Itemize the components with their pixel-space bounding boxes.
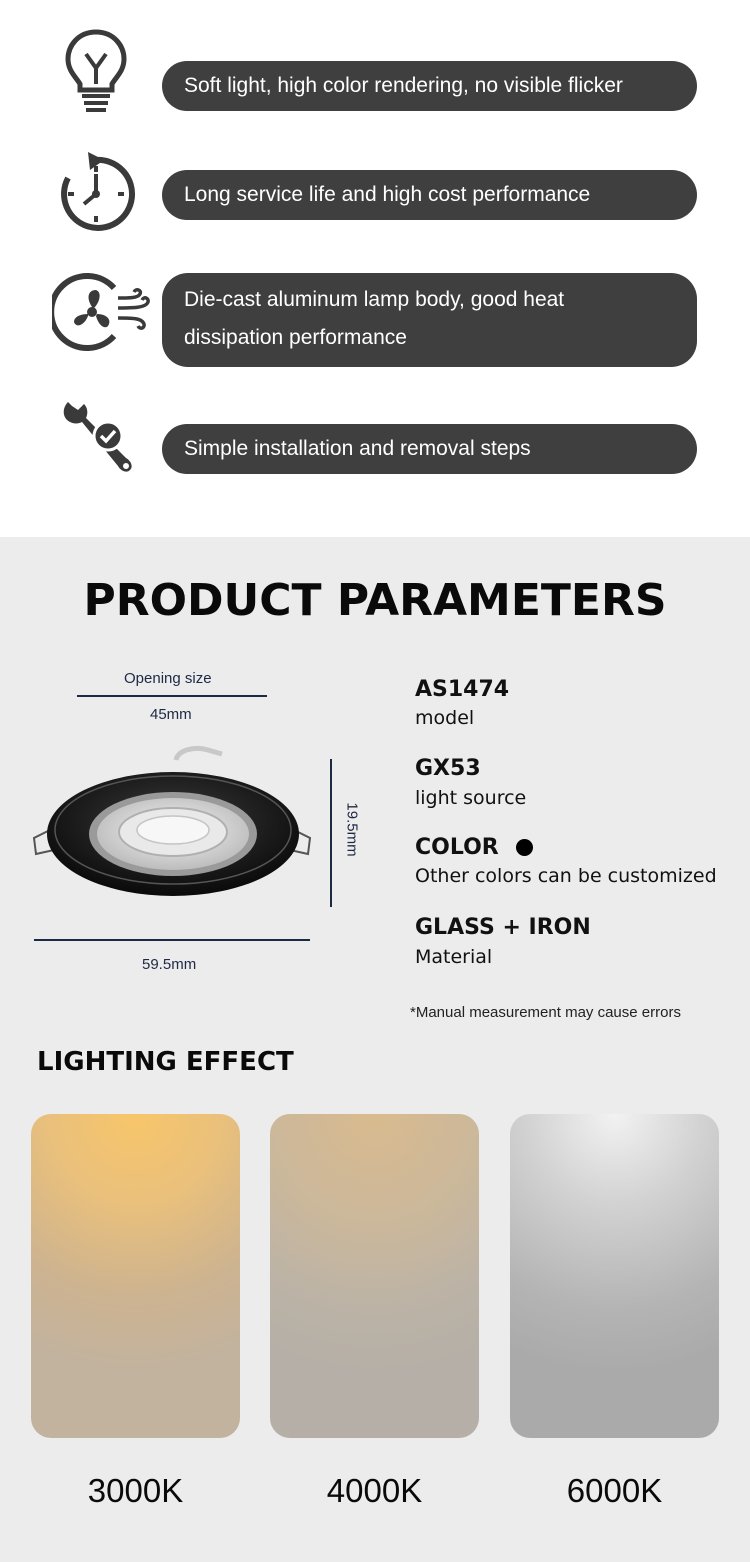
lighting-effect-title: LIGHTING EFFECT: [37, 1047, 294, 1077]
clock-refresh-icon: [48, 146, 144, 242]
lighting-swatch-6000k: [510, 1114, 719, 1438]
spec-color-key: COLOR: [415, 835, 499, 860]
opening-size-value: 45mm: [150, 706, 192, 723]
feature-pill-1: [162, 61, 697, 111]
temp-label-6000k: 6000K: [566, 1472, 663, 1509]
feature-pill-2: [162, 170, 697, 220]
height-line: [330, 759, 332, 907]
product-image: [28, 742, 318, 902]
spec-light-source-key: GX53: [415, 756, 481, 781]
spec-model-value: model: [415, 707, 475, 729]
spec-material-key: GLASS + IRON: [415, 915, 591, 940]
temp-label-3000k: 3000K: [87, 1472, 184, 1509]
spec-color-value: Other colors can be customized: [415, 865, 717, 887]
opening-size-label: Opening size: [124, 670, 212, 687]
fan-heat-icon: [52, 270, 148, 366]
spec-material-value: Material: [415, 946, 493, 968]
width-value: 59.5mm: [142, 956, 197, 973]
lightbulb-icon: [48, 24, 144, 120]
measurement-note: *Manual measurement may cause errors: [410, 1004, 681, 1021]
color-swatch: [516, 839, 533, 856]
spec-light-source-value: light source: [415, 787, 527, 809]
width-line: [34, 939, 310, 941]
feature-text-2: Long service life and high cost performance: [184, 183, 591, 206]
spec-model-key: AS1474: [415, 677, 510, 702]
lighting-swatch-4000k: [270, 1114, 479, 1438]
opening-size-line: [77, 695, 267, 697]
product-parameters-section: [0, 537, 750, 1562]
feature-pill-3: [162, 273, 697, 367]
features-section: [0, 0, 750, 537]
lighting-swatch-3000k: [31, 1114, 240, 1438]
wrench-check-icon: [58, 396, 154, 492]
feature-text-1: Soft light, high color rendering, no visible flicker: [184, 74, 623, 97]
feature-text-4: Simple installation and removal steps: [184, 437, 531, 460]
feature-text-3: Die-cast aluminum lamp body, good heat dissipation performance: [184, 288, 565, 349]
height-value: 19.5mm: [343, 802, 361, 857]
temp-label-4000k: 4000K: [326, 1472, 423, 1509]
feature-pill-4: [162, 424, 697, 474]
page-title: PRODUCT PARAMETERS: [83, 575, 667, 626]
